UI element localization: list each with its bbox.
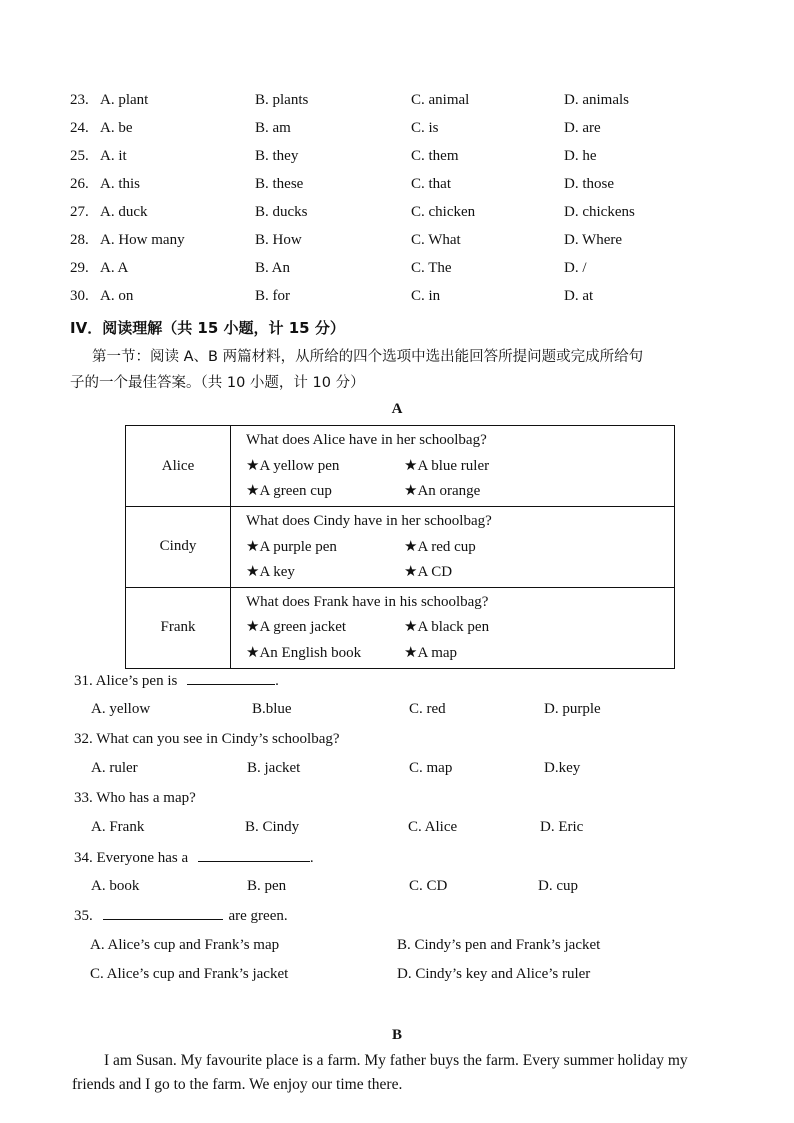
option-c: C. is <box>411 120 439 136</box>
question-end: . <box>275 673 279 689</box>
question-number: 30. <box>70 288 89 304</box>
option-a: A. A <box>100 260 129 276</box>
table-question: What does Cindy have in her schoolbag? <box>246 513 492 529</box>
answer-blank <box>198 849 310 862</box>
name-cell: Frank <box>126 587 231 668</box>
question-row-25 <box>0 148 794 168</box>
table-question: What does Alice have in her schoolbag? <box>246 432 487 448</box>
option-c: C. The <box>411 260 452 276</box>
option-b: B. for <box>255 288 290 304</box>
q31-option-c: C. red <box>409 701 446 717</box>
q34-option-b: B. pen <box>247 878 287 894</box>
option-b: B. plants <box>255 92 309 108</box>
question-32: 32. What can you see in Cindy’s schoolbag? <box>74 731 340 747</box>
q35-option-b: B. Cindy’s pen and Frank’s jacket <box>397 937 601 953</box>
answer-blank <box>103 907 223 920</box>
q33-option-d: D. Eric <box>540 819 584 835</box>
option-d: D. are <box>564 120 601 136</box>
option-c: C. chicken <box>411 204 476 220</box>
question-number: 23. <box>70 92 89 108</box>
question-row-23 <box>0 92 794 112</box>
list-item: ★A black pen <box>404 619 490 635</box>
option-d: D. chickens <box>564 204 635 220</box>
question-number: 27. <box>70 204 89 220</box>
option-c: C. in <box>411 288 441 304</box>
passage-b-text: I am Susan. My favourite place is a farm. My father buys the farm. Every summer holiday my friends and I go to the farm. We enjoy our time there. <box>72 1052 688 1093</box>
option-d: D. animals <box>564 92 629 108</box>
question-number: 25. <box>70 148 89 164</box>
question-row-28 <box>0 232 794 252</box>
option-a: A. plant <box>100 92 149 108</box>
question-number: 28. <box>70 232 89 248</box>
table-row-cindy <box>126 507 675 588</box>
option-a: A. on <box>100 288 134 304</box>
option-d: D. at <box>564 288 594 304</box>
q34-option-c: C. CD <box>409 878 448 894</box>
list-item: ★A CD <box>404 564 453 580</box>
q32-option-c: C. map <box>409 760 453 776</box>
table-question: What does Frank have in his schoolbag? <box>246 593 489 610</box>
question-35 <box>74 907 288 925</box>
q34-option-a: A. book <box>91 878 140 894</box>
instruction-line-1: 第一节：阅读 A、B 两篇材料，从所给的四个选项中选出能回答所提问题或完成所给句 <box>92 349 644 365</box>
option-c: C. them <box>411 148 459 164</box>
option-a: A. this <box>100 176 141 192</box>
q35-option-c: C. Alice’s cup and Frank’s jacket <box>90 966 289 982</box>
question-row-27 <box>0 204 794 224</box>
option-b: B. ducks <box>255 204 308 220</box>
list-item: ★A green cup <box>246 483 332 499</box>
question-row-26 <box>0 176 794 196</box>
q35-option-d: D. Cindy’s key and Alice’s ruler <box>397 966 591 982</box>
question-34 <box>74 849 314 867</box>
q32-option-d: D.key <box>544 760 581 776</box>
section-heading: IV．阅读理解（共 15 小题，计 15 分） <box>70 319 345 337</box>
list-item: ★An English book <box>246 644 362 661</box>
question-number: 26. <box>70 176 89 192</box>
list-item: ★A key <box>246 564 295 580</box>
option-a: A. be <box>100 120 133 136</box>
question-number: 24. <box>70 120 89 136</box>
q31-option-d: D. purple <box>544 701 601 717</box>
instruction-line-2: 子的一个最佳答案。（共 10 小题，计 10 分） <box>70 375 365 391</box>
list-item: ★A green jacket <box>246 619 347 635</box>
list-item: ★A red cup <box>404 538 476 555</box>
option-a: A. it <box>100 148 127 164</box>
items-cell <box>231 587 675 668</box>
option-b: B. An <box>255 260 291 276</box>
question-31 <box>74 672 279 690</box>
question-33: 33. Who has a map? <box>74 790 196 806</box>
q35-option-a: A. Alice’s cup and Frank’s map <box>90 937 280 953</box>
option-c: C. What <box>411 232 461 248</box>
option-d: D. / <box>564 260 587 276</box>
answer-blank <box>187 672 275 685</box>
option-a: A. duck <box>100 204 148 220</box>
q31-option-b: B.blue <box>252 701 292 717</box>
option-b: B. these <box>255 176 304 192</box>
q31-option-a: A. yellow <box>91 701 151 717</box>
option-b: B. they <box>255 148 299 164</box>
option-d: D. Where <box>564 232 623 248</box>
question-stem: 34. Everyone has a <box>74 850 189 866</box>
question-stem: 31. Alice’s pen is <box>74 673 178 689</box>
schoolbag-table <box>125 425 675 669</box>
q33-option-b: B. Cindy <box>245 819 300 835</box>
option-d: D. those <box>564 176 614 192</box>
items-cell <box>231 507 675 588</box>
items-cell <box>231 426 675 507</box>
list-item: ★A blue ruler <box>404 457 490 474</box>
list-item: ★An orange <box>404 483 481 499</box>
option-c: C. animal <box>411 92 470 108</box>
question-end: are green. <box>228 908 288 924</box>
q33-option-a: A. Frank <box>91 819 145 835</box>
question-row-30 <box>0 288 794 308</box>
option-a: A. How many <box>100 232 185 248</box>
passage-a-label: A <box>391 401 403 417</box>
q32-option-b: B. jacket <box>247 760 301 776</box>
question-row-24 <box>0 120 794 140</box>
list-item: ★A purple pen <box>246 538 337 555</box>
question-stem: 35. <box>74 908 93 924</box>
option-d: D. he <box>564 148 597 164</box>
name-cell: Cindy <box>126 507 231 588</box>
name-cell: Alice <box>126 426 231 507</box>
list-item: ★A yellow pen <box>246 457 340 474</box>
q34-option-d: D. cup <box>538 878 578 894</box>
table-row-frank <box>126 587 675 668</box>
question-number: 29. <box>70 260 89 276</box>
option-c: C. that <box>411 176 451 192</box>
list-item: ★A map <box>404 644 458 661</box>
passage-b-label: B <box>391 1027 402 1043</box>
option-b: B. How <box>255 232 302 248</box>
q32-option-a: A. ruler <box>91 760 138 776</box>
option-b: B. am <box>255 120 291 136</box>
table-row-alice <box>126 426 675 507</box>
question-end: . <box>309 850 314 866</box>
question-row-29 <box>0 260 794 280</box>
q33-option-c: C. Alice <box>408 819 458 835</box>
